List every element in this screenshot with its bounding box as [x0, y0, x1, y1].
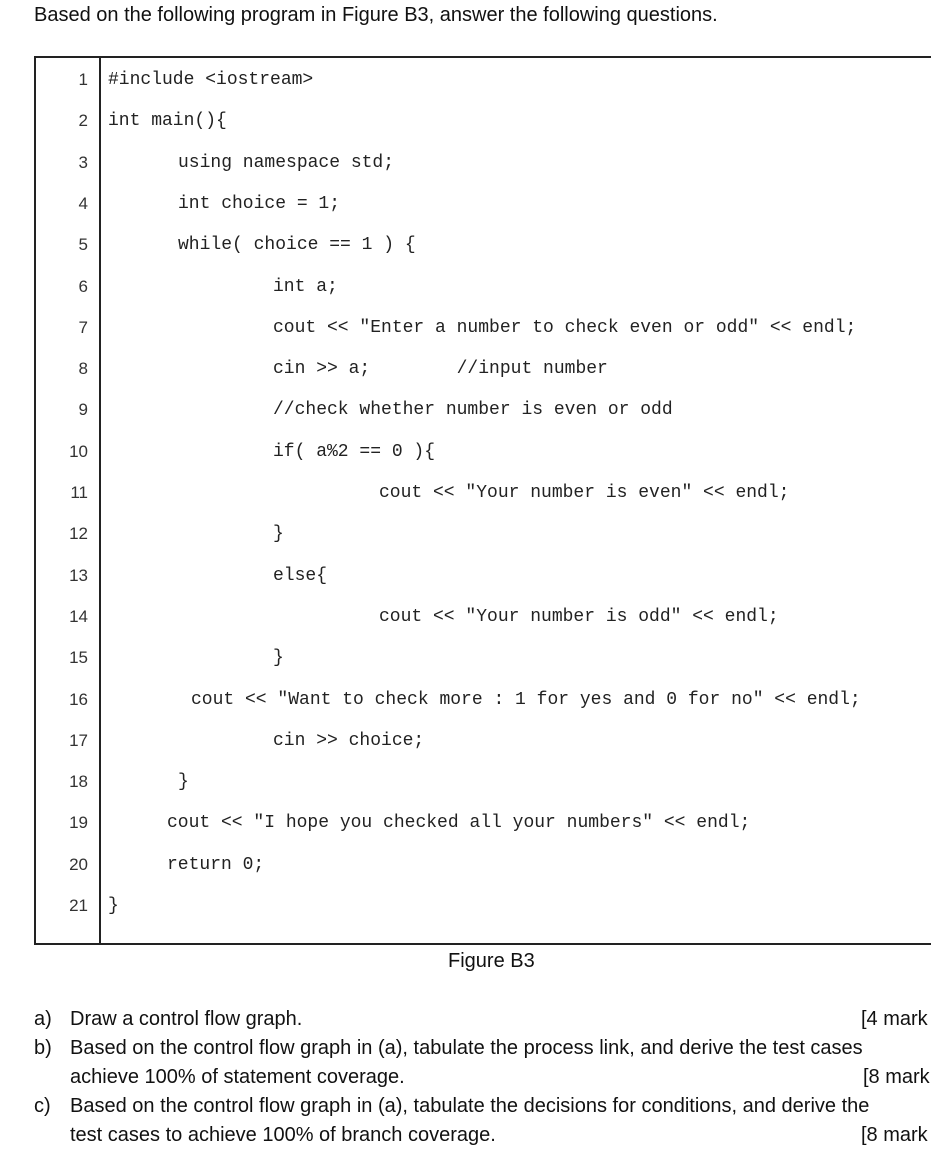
code-line — [36, 151, 931, 175]
code-text: cout << "Your number is odd" << endl; — [379, 606, 779, 627]
code-listing — [34, 56, 931, 945]
code-line — [36, 770, 931, 794]
code-line — [36, 605, 931, 629]
code-line — [36, 481, 931, 505]
code-text: } — [273, 648, 284, 669]
question-b-marks: [8 mark — [863, 1066, 930, 1088]
code-line — [36, 275, 931, 299]
code-text: if( a%2 == 0 ){ — [273, 441, 436, 462]
line-number: 6 — [78, 276, 88, 296]
line-number: 18 — [69, 772, 88, 792]
code-text: //check whether number is even or odd — [273, 400, 673, 421]
code-text: } — [273, 524, 284, 545]
code-line — [36, 316, 931, 340]
code-text: using namespace std; — [178, 152, 395, 173]
line-number: 9 — [78, 400, 88, 420]
code-line — [36, 894, 931, 918]
code-text: } — [178, 772, 189, 793]
question-text: Based on the control flow graph in (a), tabulate the decisions for conditions, and derive the — [70, 1095, 870, 1117]
code-line — [36, 233, 931, 257]
line-number: 13 — [69, 565, 88, 585]
code-text: int choice = 1; — [178, 193, 341, 214]
line-number: 4 — [78, 193, 88, 213]
line-number: 12 — [69, 524, 88, 544]
question-a-marks: [4 mark — [861, 1008, 928, 1030]
code-line — [36, 853, 931, 877]
figure-caption: Figure B3 — [448, 950, 535, 972]
line-number: 20 — [69, 854, 88, 874]
code-line — [36, 68, 931, 92]
instruction-text: Based on the following program in Figure B3, answer the following questions. — [34, 4, 718, 26]
code-line — [36, 440, 931, 464]
code-line — [36, 688, 931, 712]
code-line — [36, 398, 931, 422]
code-line — [36, 564, 931, 588]
question-text: Draw a control flow graph. — [70, 1008, 303, 1030]
code-line — [36, 109, 931, 133]
code-text: cout << "Your number is even" << endl; — [379, 483, 790, 503]
code-text: int a; — [273, 276, 338, 297]
code-text: return 0; — [167, 854, 265, 875]
line-number: 16 — [69, 689, 88, 709]
line-number: 7 — [78, 317, 88, 337]
code-text: cout << "Want to check more : 1 for yes and 0 for no" << endl; — [191, 689, 861, 710]
question-label: b) — [34, 1037, 52, 1059]
code-line — [36, 811, 931, 835]
line-number: 14 — [69, 606, 88, 626]
line-number: 19 — [69, 813, 88, 833]
code-line — [36, 646, 931, 670]
line-number: 8 — [78, 359, 88, 379]
code-text: int main(){ — [108, 111, 227, 132]
code-text: #include <iostream> — [108, 70, 314, 90]
question-label: a) — [34, 1008, 52, 1030]
question-text: test cases to achieve 100% of branch coverage. — [70, 1124, 496, 1146]
code-text: cin >> choice; — [273, 730, 425, 751]
code-text: cin >> a; //input number — [273, 359, 608, 380]
line-number: 15 — [69, 648, 88, 668]
question-text: achieve 100% of statement coverage. — [70, 1066, 405, 1088]
code-text: while( choice == 1 ) { — [178, 235, 416, 256]
code-text: else{ — [273, 565, 328, 586]
question-c-marks: [8 mark — [861, 1124, 928, 1146]
question-text: Based on the control flow graph in (a), tabulate the process link, and derive the test cases — [70, 1037, 863, 1059]
line-number: 1 — [78, 70, 88, 89]
code-line — [36, 357, 931, 381]
code-line — [36, 522, 931, 546]
question-label: c) — [34, 1095, 51, 1117]
line-number: 21 — [69, 896, 88, 915]
line-number: 17 — [69, 730, 88, 750]
line-number: 10 — [69, 441, 88, 461]
line-number: 11 — [70, 483, 88, 502]
line-number: 2 — [78, 111, 88, 131]
code-text: } — [108, 896, 119, 916]
code-text: cout << "I hope you checked all your numbers" << endl; — [167, 813, 751, 834]
line-number: 3 — [78, 152, 88, 172]
line-number: 5 — [78, 235, 88, 255]
code-line — [36, 729, 931, 753]
code-text: cout << "Enter a number to check even or odd" << endl; — [273, 317, 857, 338]
code-line — [36, 192, 931, 216]
